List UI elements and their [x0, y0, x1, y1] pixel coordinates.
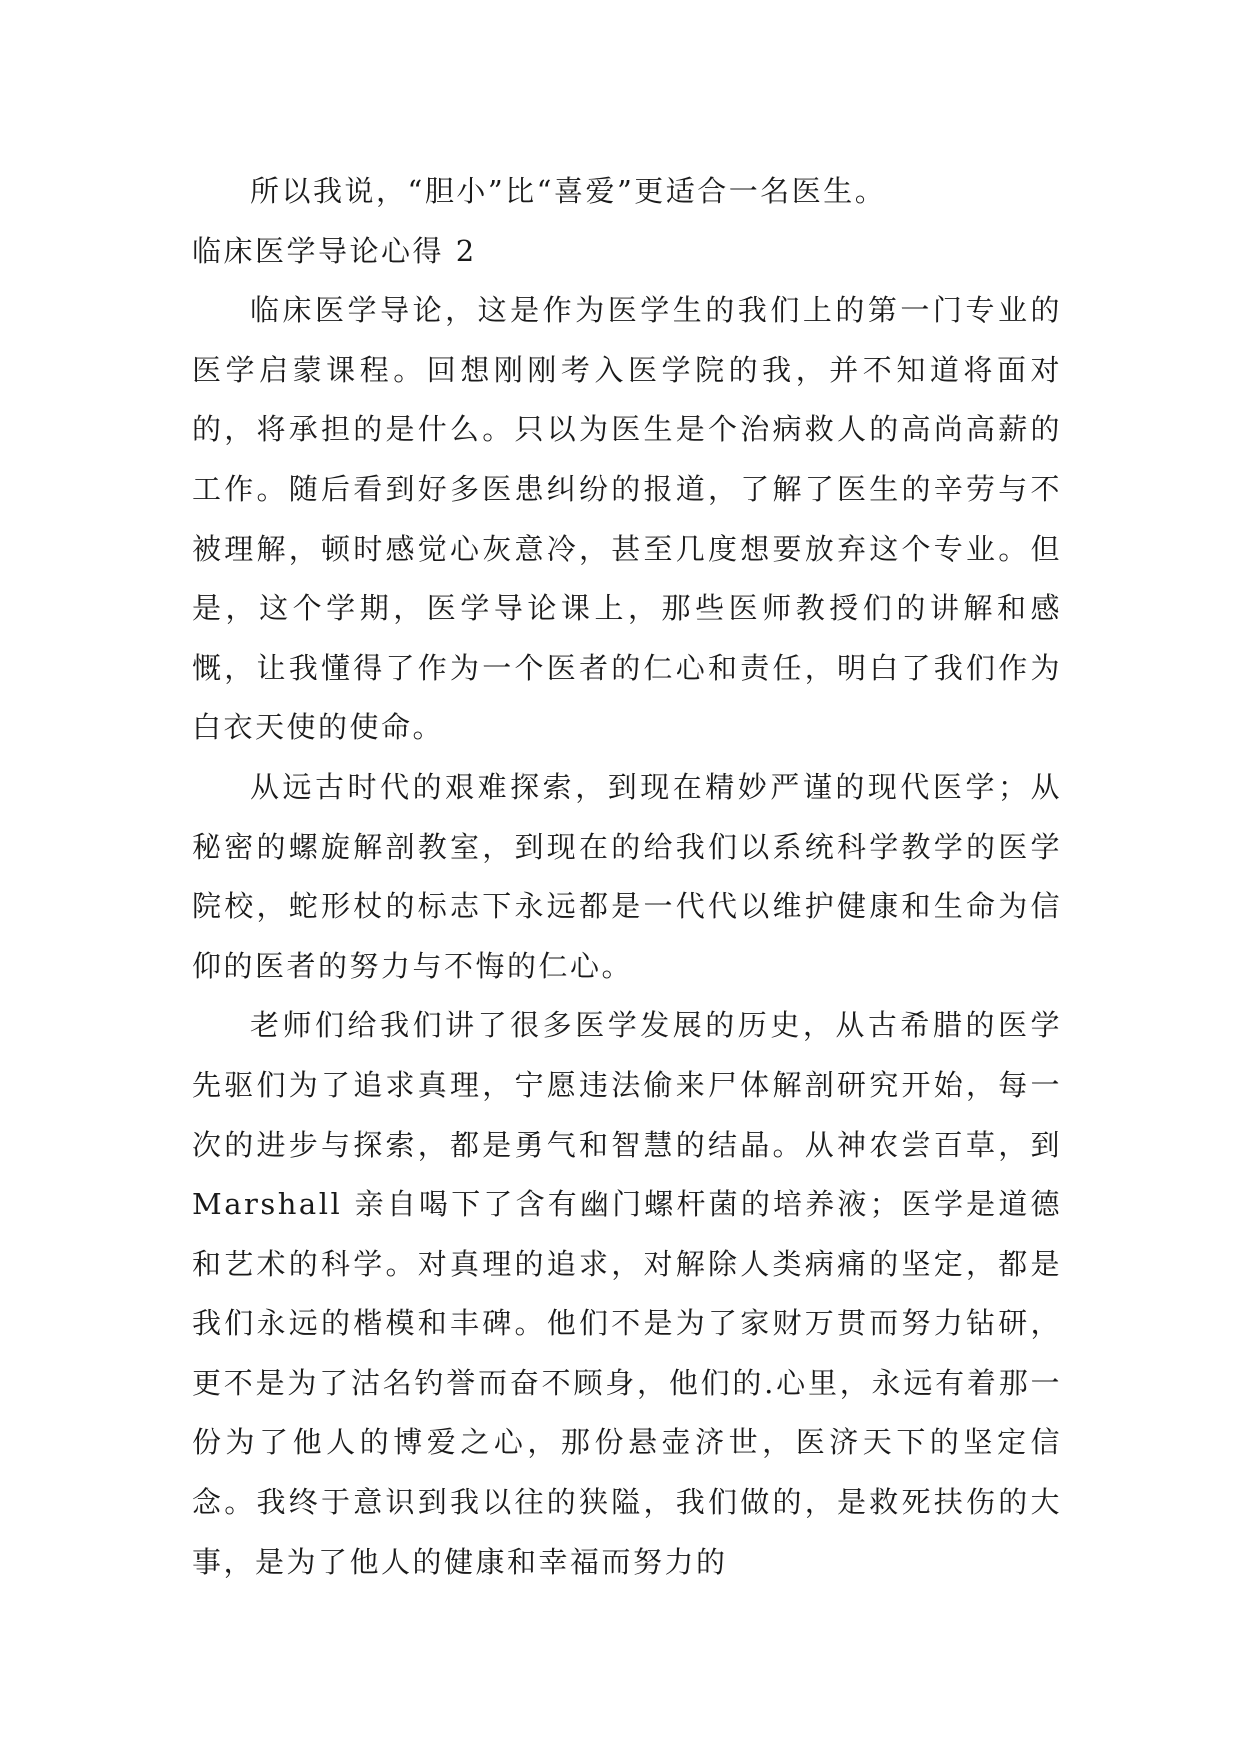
document-body: [192, 162, 1062, 1592]
paragraph-3: 老师们给我们讲了很多医学发展的历史，从古希腊的医学先驱们为了追求真理，宁愿违法偷来尸体解剖研究开始，每一次的进步与探索，都是勇气和智慧的结晶。从神农尝百草，到 Marshall 亲自喝下了含有幽门螺杆菌的培养液；医学是道德和艺术的科学。对真理的追求，对解除人类病痛的坚定，都是我们永远的楷模和丰碑。他们不是为了家财万贯而努力钻研，更不是为了沽名钓誉而奋不顾身，他们的.心里，永远有着那一份为了他人的博爱之心，那份悬壶济世，医济天下的坚定信念。我终于意识到我以往的狭隘，我们做的，是救死扶伤的大事，是为了他人的健康和幸福而努力的: [192, 1008, 1062, 1579]
section-heading: 临床医学导论心得 2: [192, 233, 477, 268]
paragraph-2: 从远古时代的艰难探索，到现在精妙严谨的现代医学；从秘密的螺旋解剖教室，到现在的给我们以系统科学教学的医学院校，蛇形杖的标志下永远都是一代代以维护健康和生命为信仰的医者的努力与不悔的仁心。: [192, 769, 1062, 983]
paragraph-1: 临床医学导论，这是作为医学生的我们上的第一门专业的医学启蒙课程。回想刚刚考入医学院的我，并不知道将面对的，将承担的是什么。只以为医生是个治病救人的高尚高薪的工作。随后看到好多医患纠纷的报道，了解了医生的辛劳与不被理解，顿时感觉心灰意冷，甚至几度想要放弃这个专业。但是，这个学期，医学导论课上，那些医师教授们的讲解和感慨，让我懂得了作为一个医者的仁心和责任，明白了我们作为白衣天使的使命。: [192, 293, 1062, 745]
intro-line: 所以我说，“胆小”比“喜爱”更适合一名医生。: [250, 174, 887, 208]
